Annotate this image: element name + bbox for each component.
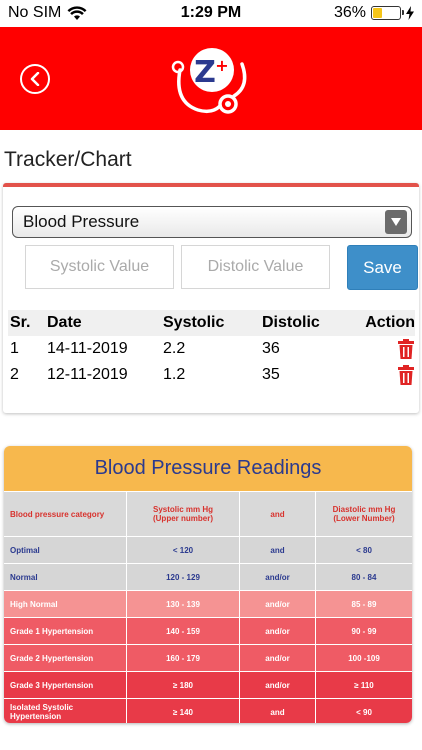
distolic-input[interactable]: Distolic Value — [181, 245, 330, 289]
bp-diastolic: 100 -109 — [348, 653, 380, 663]
cell-distolic: 35 — [262, 366, 280, 383]
bp-readings-card — [4, 446, 412, 723]
bp-header-category: Blood pressure category — [4, 492, 127, 536]
header-action: Action — [365, 314, 415, 331]
bp-connector: and — [240, 537, 316, 563]
cell-systolic: 1.2 — [163, 366, 186, 383]
bp-row-optimal — [4, 536, 412, 563]
bp-category: Isolated Systolic Hypertension — [4, 699, 127, 723]
battery-percent: 36% — [333, 4, 366, 21]
bp-readings-title: Blood Pressure Readings — [4, 446, 412, 491]
tracker-card — [3, 183, 419, 413]
bp-connector: and/or — [240, 591, 316, 617]
bp-connector: and/or — [240, 618, 316, 644]
bp-category: Grade 2 Hypertension — [4, 645, 127, 671]
tracker-type-select[interactable] — [12, 206, 412, 238]
bp-row-grade1 — [4, 617, 412, 644]
header-distolic: Distolic — [262, 314, 320, 331]
cell-date: 12-11-2019 — [47, 366, 128, 383]
logo-plus: + — [215, 56, 229, 75]
cell-date: 14-11-2019 — [47, 340, 128, 357]
cell-action — [360, 339, 415, 359]
bp-connector: and/or — [240, 564, 316, 590]
header-date: Date — [47, 314, 82, 331]
cell-action — [360, 365, 415, 385]
bp-connector: and — [240, 699, 316, 723]
bp-connector: and/or — [240, 672, 316, 698]
bp-header-and: and — [240, 492, 316, 536]
bp-header-systolic: Systolic mm Hg (Upper number) — [127, 492, 240, 536]
cell-distolic: 36 — [262, 340, 280, 357]
bp-row-normal — [4, 563, 412, 590]
bp-row-high-normal — [4, 590, 412, 617]
status-bar — [0, 0, 422, 27]
carrier-label: No SIM — [8, 4, 62, 21]
bp-row-grade3 — [4, 671, 412, 698]
table-header-row — [8, 310, 415, 336]
bp-systolic: 130 - 139 — [127, 591, 240, 617]
bp-category: Optimal — [4, 537, 127, 563]
logo-letter: Z — [194, 55, 216, 90]
bp-systolic: ≥ 140 — [127, 699, 240, 723]
bp-systolic: 140 - 159 — [127, 618, 240, 644]
app-header — [0, 27, 422, 130]
bp-systolic: 160 - 179 — [127, 645, 240, 671]
bp-category: Grade 1 Hypertension — [4, 618, 127, 644]
cell-systolic: 2.2 — [163, 340, 186, 357]
chevron-left-icon — [29, 72, 41, 86]
save-button[interactable]: Save — [347, 245, 418, 290]
table-row — [8, 362, 415, 388]
trash-icon[interactable] — [397, 365, 415, 385]
systolic-input[interactable]: Systolic Value — [25, 245, 174, 289]
charging-icon — [406, 6, 414, 20]
bp-diastolic: 85 - 89 — [351, 599, 377, 609]
bp-connector: and/or — [240, 645, 316, 671]
cell-sr: 2 — [10, 366, 19, 383]
bp-header-row — [4, 491, 412, 536]
bp-row-isolated-systolic — [4, 698, 412, 723]
header-systolic: Systolic — [163, 314, 225, 331]
bp-category: Normal — [4, 564, 127, 590]
bp-category: High Normal — [4, 591, 127, 617]
bp-diastolic: 80 - 84 — [351, 572, 377, 582]
trash-icon[interactable] — [397, 339, 415, 359]
page-title: Tracker/Chart — [4, 148, 132, 171]
bp-header-diastolic: Diastolic mm Hg (Lower Number) — [332, 505, 396, 523]
bp-systolic: < 120 — [127, 537, 240, 563]
bp-category: Grade 3 Hypertension — [4, 672, 127, 698]
select-value: Blood Pressure — [23, 212, 140, 231]
bp-diastolic: 90 - 99 — [351, 626, 377, 636]
bp-systolic: 120 - 129 — [127, 564, 240, 590]
back-button[interactable] — [20, 64, 50, 94]
battery-fill — [373, 8, 382, 18]
stethoscope-logo — [168, 40, 254, 120]
dropdown-arrow-icon — [385, 210, 407, 234]
bp-diastolic: < 80 — [356, 545, 372, 555]
cell-sr: 1 — [10, 340, 19, 357]
header-sr: Sr. — [10, 314, 31, 331]
status-right — [334, 4, 414, 22]
readings-table — [8, 310, 415, 388]
bp-row-grade2 — [4, 644, 412, 671]
bp-diastolic: ≥ 110 — [354, 680, 374, 690]
table-row — [8, 336, 415, 362]
bp-diastolic: < 90 — [356, 707, 372, 717]
battery-icon — [371, 6, 401, 20]
status-time: 1:29 PM — [180, 4, 242, 21]
bp-systolic: ≥ 180 — [127, 672, 240, 698]
